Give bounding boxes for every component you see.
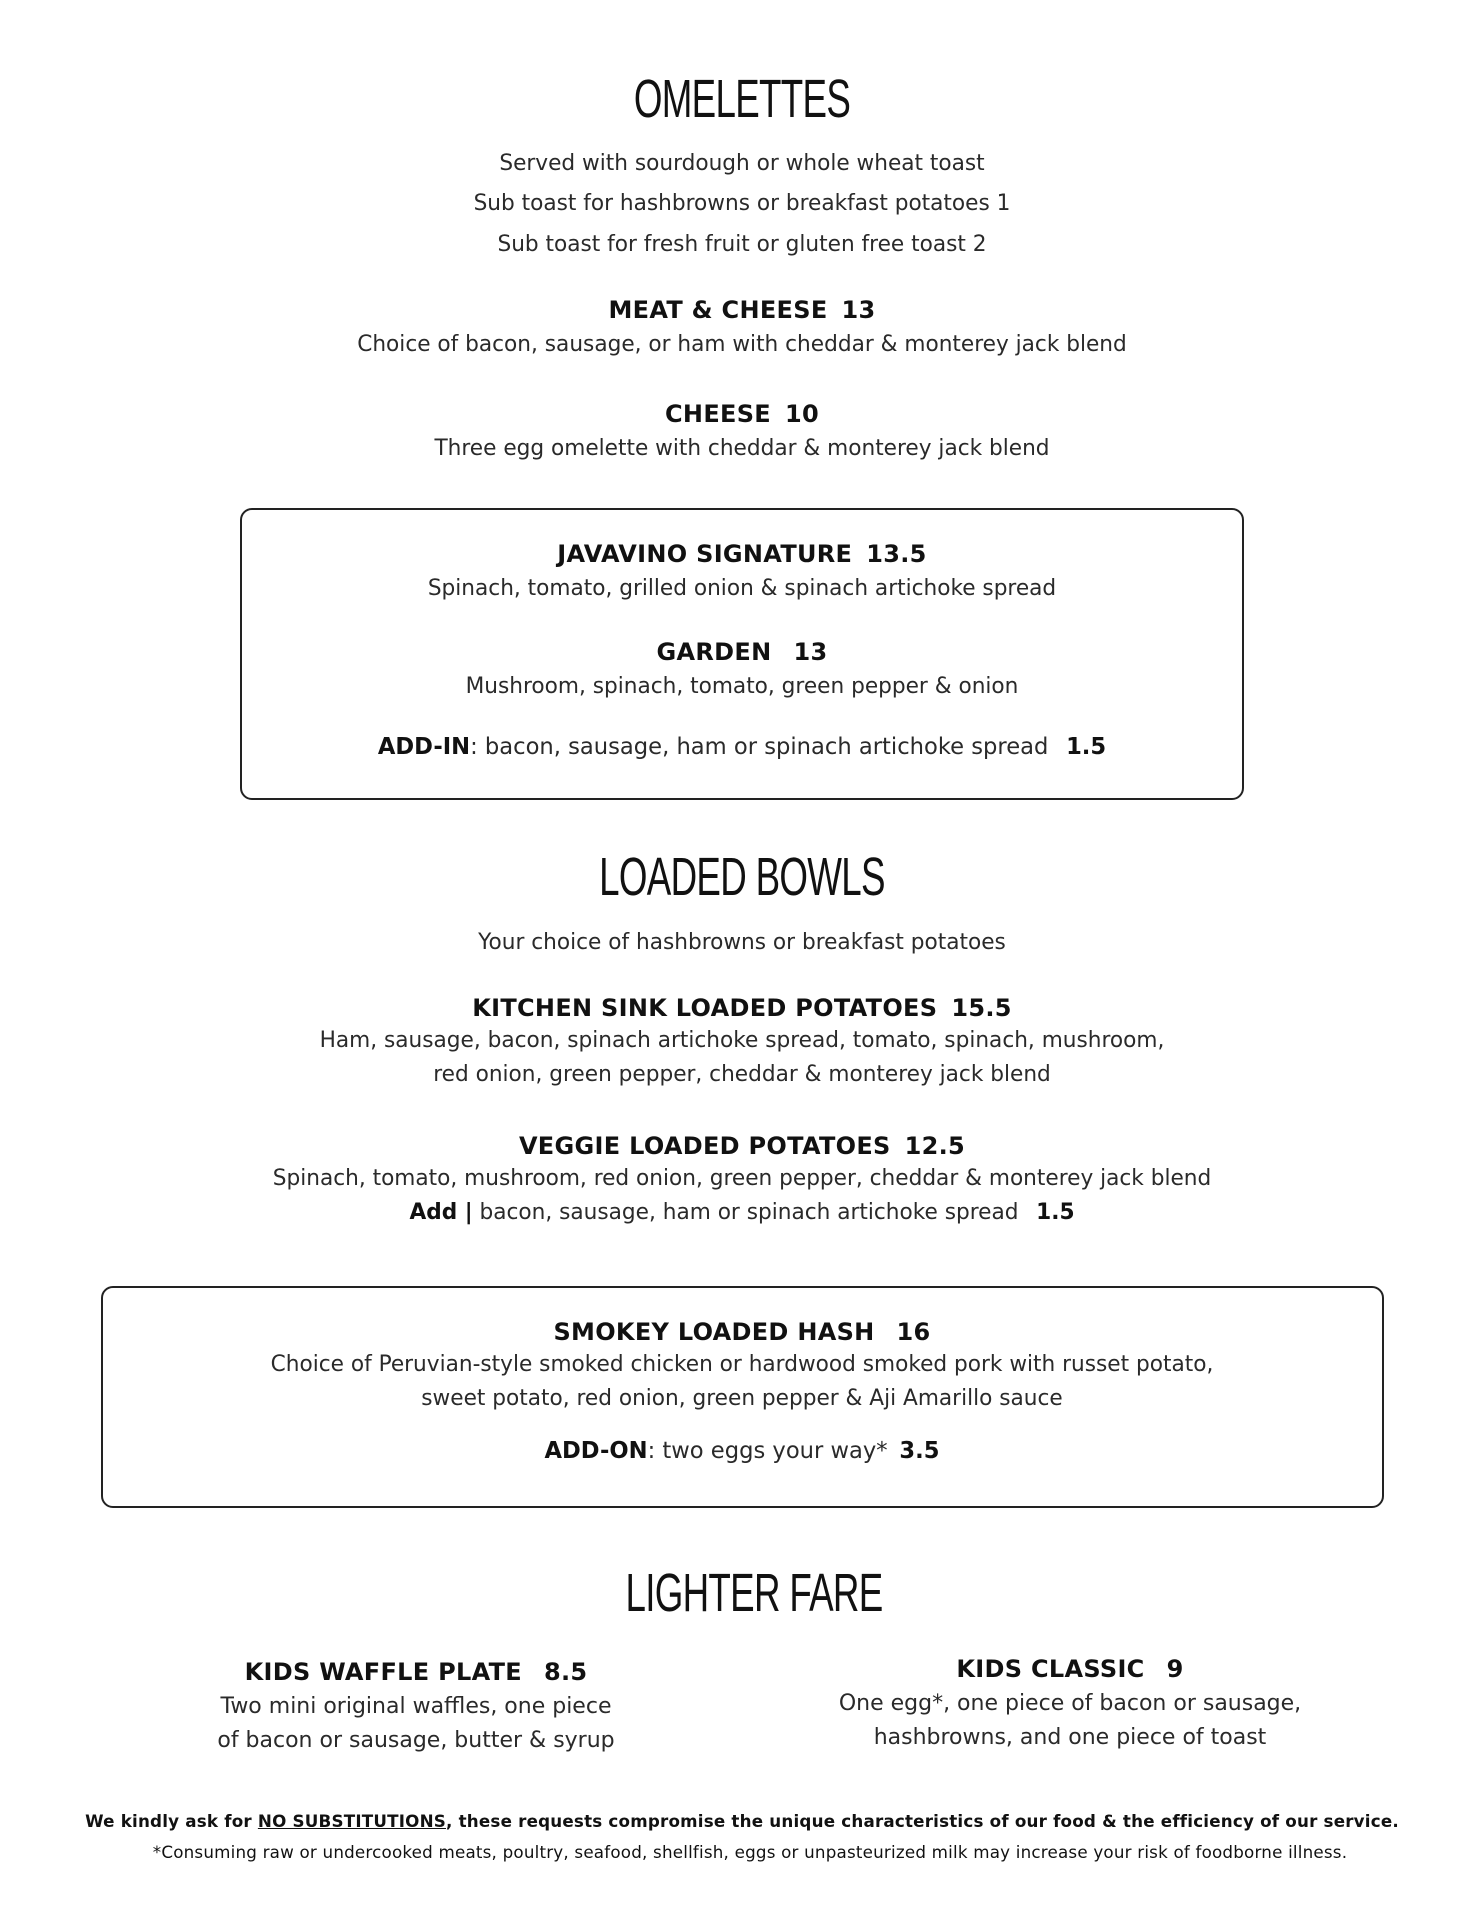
item-price: 15.5	[951, 994, 1012, 1022]
item-description: Ham, sausage, bacon, spinach artichoke spread, tomato, spinach, mushroom,	[319, 1028, 1165, 1053]
item-description: One egg*, one piece of bacon or sausage,	[838, 1691, 1302, 1716]
addin-price: 1.5	[1066, 734, 1107, 760]
omelettes-addin-line	[12, 736, 1472, 759]
item-name: CHEESE	[665, 400, 771, 428]
item-name: KITCHEN SINK LOADED POTATOES	[472, 994, 938, 1022]
footer-consumption-warning: *Consuming raw or undercooked meats, poultry, seafood, shellfish, eggs or unpasteurized milk may increase your risk of foodborne illness.	[152, 1843, 1348, 1863]
item-description: Choice of bacon, sausage, or ham with cheddar & monterey jack blend	[357, 332, 1127, 357]
add-label: Add |	[409, 1200, 473, 1225]
menu-item-meat-cheese	[0, 296, 1484, 324]
item-price: 13	[793, 638, 828, 666]
item-description: red onion, green pepper, cheddar & monterey jack blend	[433, 1062, 1051, 1087]
item-description: hashbrowns, and one piece of toast	[873, 1725, 1267, 1750]
item-name: SMOKEY LOADED HASH	[553, 1318, 875, 1346]
footer-note-pre: We kindly ask for	[85, 1812, 258, 1832]
add-price: 1.5	[1036, 1200, 1075, 1225]
loaded-bowls-add-line	[12, 1202, 1472, 1224]
menu-item-garden	[0, 638, 1484, 666]
loaded-hash-addon-line	[12, 1440, 1472, 1463]
item-price: 12.5	[904, 1132, 966, 1160]
loaded-bowls-intro: Your choice of hashbrowns or breakfast potatoes	[478, 930, 1006, 955]
footer-note-post: , these requests compromise the unique characteristics of our food & the efficiency of our service.	[446, 1812, 1399, 1832]
item-name: KIDS CLASSIC	[956, 1655, 1145, 1683]
item-price: 9	[1166, 1655, 1184, 1683]
menu-item-smokey-loaded-hash	[0, 1318, 1484, 1346]
addon-label: ADD-ON	[544, 1438, 648, 1464]
item-price: 13.5	[866, 540, 927, 568]
menu-item-kids-waffle-plate	[136, 1658, 696, 1752]
omelettes-intro-3: Sub toast for fresh fruit or gluten free toast 2	[497, 232, 987, 257]
omelettes-intro-1: Served with sourdough or whole wheat toast	[499, 151, 985, 176]
menu-item-cheese	[0, 400, 1484, 428]
item-description: sweet potato, red onion, green pepper & Aji Amarillo sauce	[421, 1386, 1063, 1411]
item-description: Spinach, tomato, grilled onion & spinach artichoke spread	[427, 576, 1057, 601]
omelettes-intro-2: Sub toast for hashbrowns or breakfast potatoes 1	[473, 191, 1011, 216]
menu-item-veggie-loaded	[0, 1132, 1484, 1160]
item-name: JAVAVINO SIGNATURE	[557, 540, 853, 568]
section-title-omelettes: OMELETTES	[633, 69, 851, 129]
item-title	[790, 1655, 1350, 1683]
item-name: KIDS WAFFLE PLATE	[244, 1658, 522, 1686]
item-description: Spinach, tomato, mushroom, red onion, green pepper, cheddar & monterey jack blend	[272, 1166, 1212, 1191]
item-title	[136, 1658, 696, 1686]
addon-price: 3.5	[899, 1438, 940, 1464]
item-price: 16	[896, 1318, 931, 1346]
menu-item-kitchen-sink	[0, 994, 1484, 1022]
item-description: Three egg omelette with cheddar & monterey jack blend	[434, 436, 1050, 461]
item-price: 10	[784, 400, 819, 428]
item-description: Mushroom, spinach, tomato, green pepper & onion	[465, 674, 1019, 699]
item-description: Two mini original waffles, one piece	[220, 1694, 612, 1719]
addin-text: : bacon, sausage, ham or spinach artichoke spread	[470, 734, 1049, 760]
add-text: bacon, sausage, ham or spinach artichoke spread	[472, 1200, 1019, 1225]
menu-item-kids-classic	[790, 1655, 1350, 1749]
item-name: MEAT & CHEESE	[608, 296, 828, 324]
item-name: VEGGIE LOADED POTATOES	[518, 1132, 891, 1160]
item-name: GARDEN	[656, 638, 772, 666]
addin-label: ADD-IN	[377, 734, 471, 760]
section-title-loaded-bowls: LOADED BOWLS	[599, 847, 885, 907]
item-description: Choice of Peruvian-style smoked chicken or hardwood smoked pork with russet potato,	[270, 1352, 1214, 1377]
footer-substitutions-note	[12, 1812, 1472, 1832]
item-price: 13	[841, 296, 876, 324]
addon-text: : two eggs your way*	[647, 1438, 888, 1464]
item-price: 8.5	[543, 1658, 588, 1686]
item-description: of bacon or sausage, butter & syrup	[217, 1728, 615, 1753]
section-title-lighter-fare: LIGHTER FARE	[625, 1563, 883, 1623]
menu-item-javavino-signature	[0, 540, 1484, 568]
footer-note-emphasis: NO SUBSTITUTIONS	[257, 1812, 447, 1832]
